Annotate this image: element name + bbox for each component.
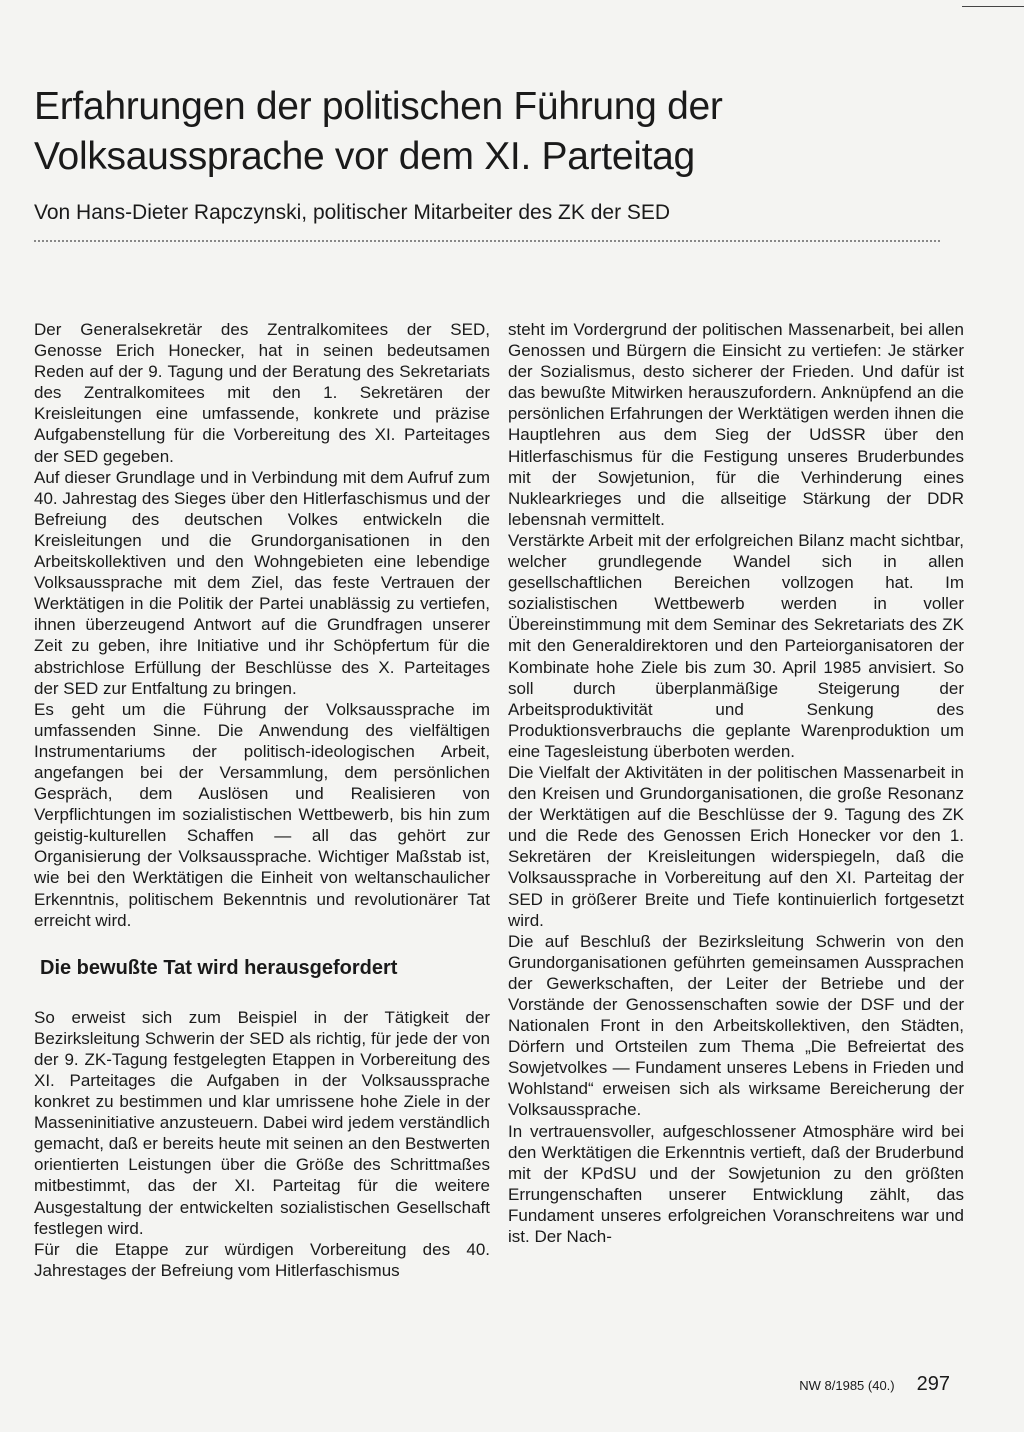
paragraph: Die auf Beschluß der Bezirksleitung Schwerin von den Grundorganisationen geführten gemeinsamen Aussprachen der Gewerkschaften, der Leiter der Betriebe und der Vorstände der Genossenschaften sowie der DSF und der Nationalen Front in den Arbeitskollektiven, den Städten, Dörfern und Ortsteilen zum Thema „Die Befreiertat des Sowjetvolkes — Fundament unseres Lebens in Frieden und Wohlstand“ erweisen sich als wirksame Bereicherung der Volksaussprache. bbox=[508, 931, 964, 1120]
issue-reference: NW 8/1985 (40.) bbox=[799, 1378, 895, 1393]
paragraph: In vertrauensvoller, aufgeschlossener Atmosphäre wird bei den Werktätigen die Erkenntnis vertieft, daß der Bruderbund mit der KPdSU und der Sowjetunion zu den größten Errungenschaften unserer Entwicklung zählt, das Fundament unseres erfolgreichen Voranschreitens war und ist. Der Nach- bbox=[508, 1121, 964, 1247]
paragraph: steht im Vordergrund der politischen Massenarbeit, bei allen Genossen und Bürgern die Einsicht zu vertiefen: Je stärker der Sozialismus, desto sicherer der Frieden. Und dafür ist das bewußte Mitwirken herauszufordern. Anknüpfend an die persönlichen Erfahrungen der Werktätigen werden ihnen die Hauptlehren aus dem Sieg der UdSSR über den Hitlerfaschismus für die Festigung unseres Bruderbundes mit der Sowjetunion, für die Verhinderung eines Nuklearkrieges und die allseitige Stärkung der DDR lebensnah vermittelt. bbox=[508, 320, 964, 529]
author-byline: Von Hans-Dieter Rapczynski, politischer Mitarbeiter des ZK der SED bbox=[34, 201, 671, 224]
paragraph: Der Generalsekretär des Zentralkomitees der SED, Genosse Erich Honecker, hat in seinen bedeutsamen Reden auf der 9. Tagung und der Beratung des Sekretariats des Zentralkomitees mit den 1. Sekretären der Kreisleitungen eine umfassende, konkrete und präzise Aufgabenstellung für die Vorbereitung des XI. Parteitages der SED gegeben. bbox=[34, 320, 490, 466]
paragraph: So erweist sich zum Beispiel in der Tätigkeit der Bezirksleitung Schwerin der SED als richtig, für jede der von der 9. ZK-Tagung festgelegten Etappen in Vorbereitung des XI. Parteitages die Aufgaben in der Volksaussprache konkret zu bestimmen und klar umrissene hohe Ziele in der Masseninitiative anzusteuern. Dabei wird jedem verständlich gemacht, daß er bereits heute mit seinen an den Bestwerten orientierten Leistungen über die Größe des Schrittmaßes mitbestimmt, das der XI. Parteitag für die weitere Ausgestaltung der entwickelten sozialistischen Gesellschaft festlegen wird. bbox=[34, 1007, 490, 1238]
paragraph: Es geht um die Führung der Volksaussprache im umfassenden Sinne. Die Anwendung des vielfältigen Instrumentariums der politisch-ideologischen Arbeit, angefangen bei der Versammlung, dem persönlichen Gespräch, dem Auslösen und Realisieren von Verpflichtungen im sozialistischen Wettbewerb, bis hin zum geistig-kulturellen Schaffen — all das gehört zur Organisierung der Volksaussprache. Wichtiger Maßstab ist, wie bei den Werktätigen die Einheit von weltanschaulicher Erkenntnis, politischem Bekenntnis und revolutionärer Tat erreicht wird. bbox=[34, 699, 490, 930]
page-number: 297 bbox=[916, 1373, 950, 1395]
right-column bbox=[508, 319, 964, 1247]
title-line-1: Erfahrungen der politischen Führung der bbox=[34, 85, 723, 128]
section-subheading: Die bewußte Tat wird herausgefordert bbox=[40, 956, 398, 979]
corner-rule bbox=[962, 6, 1024, 7]
paragraph: Verstärkte Arbeit mit der erfolgreichen Bilanz macht sichtbar, welcher grundlegende Wandel sich in allen gesellschaftlichen Bereichen vollzogen hat. Im sozialistischen Wettbewerb werden in voller Übereinstimmung mit dem Seminar des Sekretariats des ZK mit den Generaldirektoren und den Parteiorganisatoren der Kombinate hohe Ziele bis zum 30. April 1985 anvisiert. So soll durch überplanmäßige Steigerung der Arbeitsproduktivität und Senkung des Produktionsverbrauchs die geplante Warenproduktion um eine Tagesleistung überboten werden. bbox=[508, 530, 964, 761]
paragraph: Auf dieser Grundlage und in Verbindung mit dem Aufruf zum 40. Jahrestag des Sieges über den Hitlerfaschismus und der Befreiung des deutschen Volkes entwickeln die Kreisleitungen und die Grundorganisationen in den Arbeitskollektiven und den Wohngebieten eine lebendige Volksaussprache mit dem Ziel, das feste Vertrauen der Werktätigen in die Politik der Partei unablässig zu vertiefen, ihnen überzeugend Antwort auf die Grundfragen unserer Zeit zu geben, ihre Initiative und ihr Schöpfertum für die abstrichlose Erfüllung der Beschlüsse des X. Parteitages der SED zur Entfaltung zu bringen. bbox=[34, 467, 490, 698]
left-column bbox=[34, 319, 490, 1281]
paragraph: Für die Etappe zur würdigen Vorbereitung des 40. Jahrestages der Befreiung vom Hitlerfaschismus bbox=[34, 1239, 490, 1280]
page-footer bbox=[730, 1373, 950, 1396]
title-line-2: Volksaussprache vor dem XI. Parteitag bbox=[34, 135, 695, 178]
article-title bbox=[34, 82, 934, 182]
title-rule bbox=[34, 240, 940, 242]
paragraph: Die Vielfalt der Aktivitäten in der politischen Massenarbeit in den Kreisen und Grundorganisationen, die große Resonanz der Werktätigen auf die Beschlüsse der 9. Tagung des ZK und die Rede des Genossen Erich Honecker vor den 1. Sekretären der Kreisleitungen widerspiegeln, daß die Volksaussprache in Vorbereitung auf den XI. Parteitag der SED in größerer Breite und Tiefe kontinuierlich fortgesetzt wird. bbox=[508, 762, 964, 930]
